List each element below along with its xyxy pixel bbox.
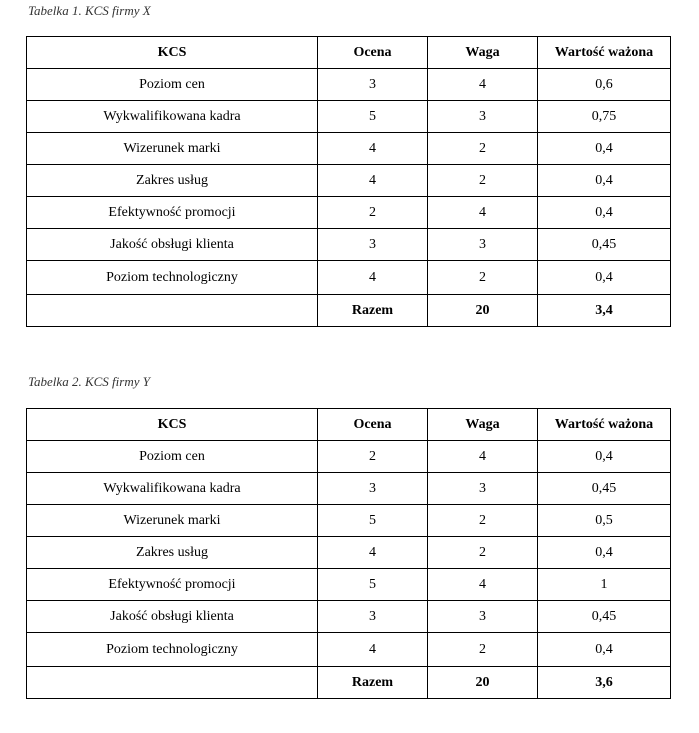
cell-wartosc: 0,4 [538,441,671,473]
cell-kcs: Wizerunek marki [27,133,318,165]
table-row [27,261,671,295]
cell-total-waga: 20 [428,295,538,327]
cell-kcs: Efektywność promocji [27,569,318,601]
cell-kcs: Zakres usług [27,537,318,569]
cell-ocena: 4 [318,165,428,197]
cell-ocena: 3 [318,601,428,633]
cell-kcs: Wykwalifikowana kadra [27,101,318,133]
cell-wartosc: 0,4 [538,165,671,197]
header-kcs: KCS [27,37,318,69]
cell-wartosc: 0,45 [538,473,671,505]
cell-ocena: 3 [318,69,428,101]
cell-wartosc: 0,6 [538,69,671,101]
cell-total-wartosc: 3,4 [538,295,671,327]
table-row [27,473,671,505]
cell-kcs: Poziom technologiczny [27,633,318,667]
table-row [27,633,671,667]
cell-total-label: Razem [318,667,428,699]
cell-wartosc: 0,75 [538,101,671,133]
cell-wartosc: 1 [538,569,671,601]
cell-total-label: Razem [318,295,428,327]
table-row [27,229,671,261]
cell-waga: 3 [428,229,538,261]
cell-kcs: Zakres usług [27,165,318,197]
cell-wartosc: 0,5 [538,505,671,537]
cell-kcs: Poziom technologiczny [27,261,318,295]
cell-kcs: Wizerunek marki [27,505,318,537]
cell-waga: 2 [428,133,538,165]
table-row [27,101,671,133]
cell-waga: 3 [428,601,538,633]
table-row [27,505,671,537]
cell-waga: 4 [428,569,538,601]
table-row [27,569,671,601]
table-row [27,133,671,165]
header-wartosc-wazona: Wartość ważona [538,37,671,69]
cell-kcs: Jakość obsługi klienta [27,229,318,261]
cell-waga: 4 [428,441,538,473]
table-header-row [27,37,671,69]
table-row [27,165,671,197]
cell-waga: 3 [428,101,538,133]
table-caption-1: Tabelka 1. KCS firmy X [28,3,151,18]
cell-ocena: 5 [318,101,428,133]
cell-kcs: Jakość obsługi klienta [27,601,318,633]
cell-wartosc: 0,4 [538,133,671,165]
cell-ocena: 4 [318,537,428,569]
cell-kcs: Wykwalifikowana kadra [27,473,318,505]
cell-total-waga: 20 [428,667,538,699]
table-total-row [27,295,671,327]
header-kcs: KCS [27,409,318,441]
cell-ocena: 2 [318,441,428,473]
cell-wartosc: 0,4 [538,537,671,569]
cell-wartosc: 0,4 [538,261,671,295]
cell-kcs: Poziom cen [27,69,318,101]
table-row [27,197,671,229]
table-row [27,441,671,473]
cell-ocena: 5 [318,569,428,601]
kcs-table-firm-x [26,36,671,327]
header-ocena: Ocena [318,409,428,441]
cell-waga: 4 [428,197,538,229]
cell-ocena: 4 [318,261,428,295]
header-waga: Waga [428,409,538,441]
cell-ocena: 4 [318,133,428,165]
cell-wartosc: 0,45 [538,229,671,261]
cell-waga: 3 [428,473,538,505]
kcs-table-firm-y [26,408,671,699]
cell-empty [27,667,318,699]
table-row [27,537,671,569]
cell-kcs: Efektywność promocji [27,197,318,229]
table-row [27,601,671,633]
table-row [27,69,671,101]
cell-ocena: 3 [318,229,428,261]
cell-waga: 2 [428,261,538,295]
cell-ocena: 2 [318,197,428,229]
header-waga: Waga [428,37,538,69]
cell-wartosc: 0,4 [538,633,671,667]
cell-waga: 2 [428,505,538,537]
cell-total-wartosc: 3,6 [538,667,671,699]
cell-ocena: 4 [318,633,428,667]
cell-ocena: 5 [318,505,428,537]
table-header-row [27,409,671,441]
cell-wartosc: 0,4 [538,197,671,229]
cell-kcs: Poziom cen [27,441,318,473]
header-wartosc-wazona: Wartość ważona [538,409,671,441]
cell-waga: 2 [428,633,538,667]
cell-waga: 4 [428,69,538,101]
cell-wartosc: 0,45 [538,601,671,633]
cell-waga: 2 [428,165,538,197]
header-ocena: Ocena [318,37,428,69]
table-total-row [27,667,671,699]
cell-empty [27,295,318,327]
cell-ocena: 3 [318,473,428,505]
table-caption-2: Tabelka 2. KCS firmy Y [28,374,150,389]
cell-waga: 2 [428,537,538,569]
